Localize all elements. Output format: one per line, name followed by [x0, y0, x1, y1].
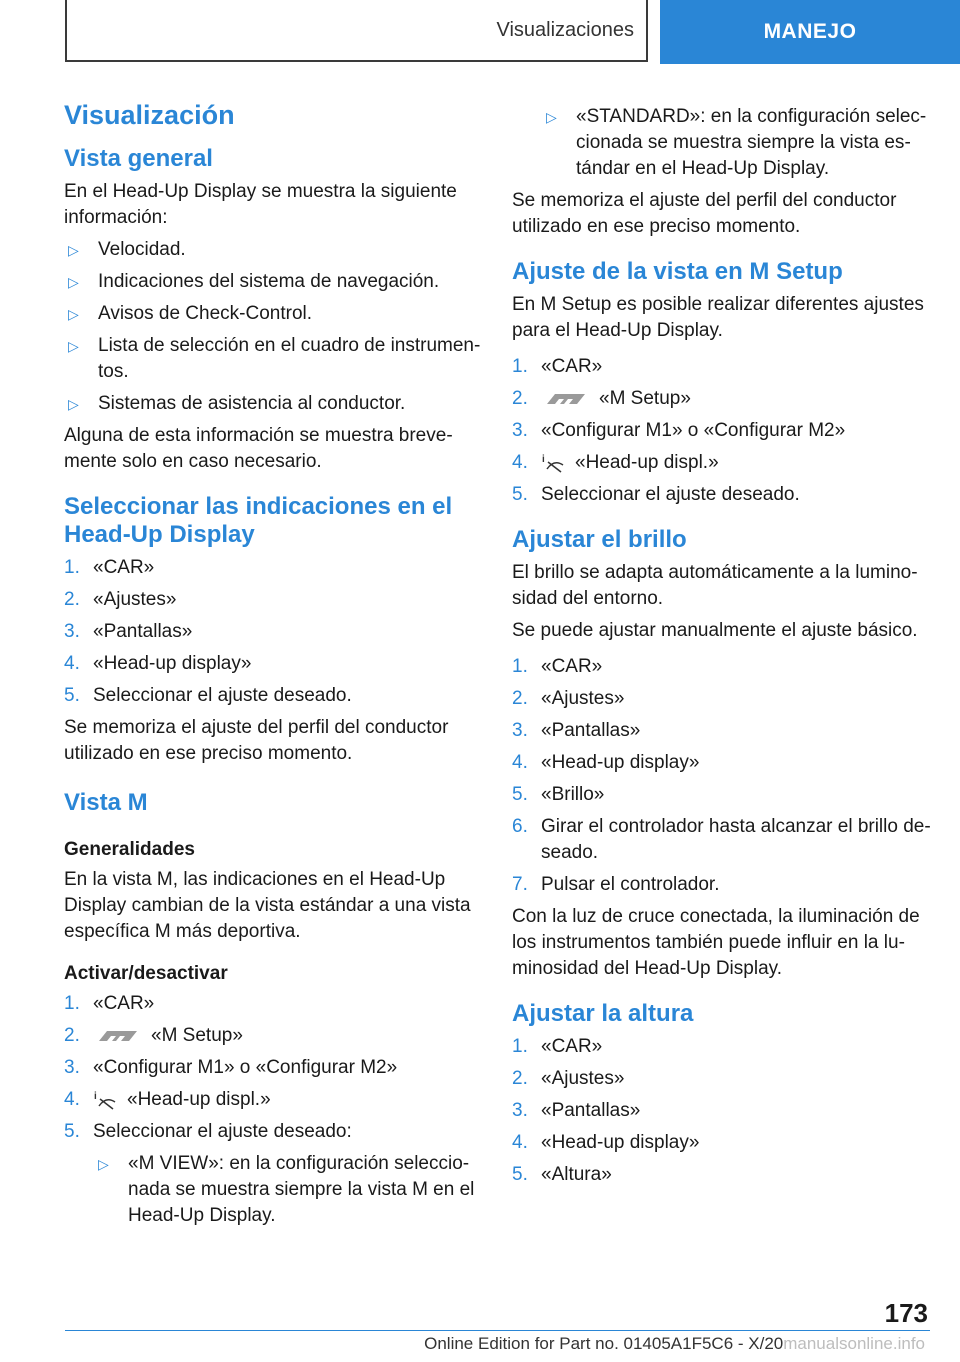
brightness-note: Con la luz de cruce conectada, la iluminación de los instrumentos también puede influir en la luminosidad del Head-Up Display. — [512, 906, 920, 979]
list-item: ▷ «M VIEW»: en la configuración seleccionada se muestra siempre la vista M en el Head-Up Display. — [94, 1151, 484, 1229]
step-item: 2. «Ajustes» — [512, 688, 625, 709]
step-item: 3. «Pantallas» — [512, 1100, 641, 1121]
step-item: 3. «Pantallas» — [512, 720, 641, 741]
brightness-heading: Ajustar el brillo — [512, 526, 687, 553]
overview-note: Alguna de esta información se muestra brevemente solo en caso necesario. — [64, 425, 453, 472]
msetup-steps — [512, 354, 932, 508]
step-item: 4. «Head-up display» — [512, 752, 700, 773]
brightness-p2: Se puede ajustar manualmente el ajuste básico. — [512, 620, 918, 641]
step-item: 2. «Ajustes» — [512, 1068, 625, 1089]
triangle-bullet-icon: ▷ — [68, 338, 79, 354]
select-heading: Seleccionar las indicaciones en el Head-Up Display — [64, 493, 453, 548]
footer-watermark: manualsonline.info — [783, 1334, 925, 1353]
step-item: 3. «Configurar M1» o «Configurar M2» — [64, 1057, 398, 1078]
step-item: 1. «CAR» — [512, 656, 603, 677]
list-item: ▷ «STANDARD»: en la configuración seleccionada se muestra siempre la vista estándar en el Head-Up Display. — [542, 104, 932, 182]
select-steps — [64, 555, 484, 709]
vistam-heading: Vista M — [64, 789, 148, 816]
overview-intro: En el Head-Up Display se muestra la siguiente información: — [64, 181, 457, 228]
step-item: 4. i «Head-up displ.» — [64, 1089, 271, 1110]
step-item: 2. «Ajustes» — [64, 589, 177, 610]
step-item: 4. i «Head-up displ.» — [512, 452, 719, 473]
msetup-intro: En M Setup es posible realizar diferentes ajustes para el Head-Up Display. — [512, 294, 924, 341]
m-stripes-icon — [541, 392, 589, 406]
step-item: 5. «Altura» — [512, 1164, 612, 1185]
select-note: Se memoriza el ajuste del perfil del conductor utilizado en ese preciso momento. — [64, 717, 449, 764]
general-text: En la vista M, las indicaciones en el Head-Up Display cambian de la vista estándar a una vista específica M más deportiva. — [64, 869, 471, 942]
triangle-bullet-icon: ▷ — [68, 396, 79, 412]
overview-list — [64, 237, 484, 417]
step-item: 5. «Brillo» — [512, 784, 605, 805]
header-section-title: Visualizaciones — [496, 18, 634, 41]
page-number: 173 — [884, 1298, 928, 1328]
footer-edition-text: Online Edition for Part no. 01405A1F5C6 - X/20 — [424, 1334, 784, 1353]
page-title: Visualización — [64, 100, 235, 130]
list-item: ▷ Avisos de Check-Control. — [64, 301, 484, 327]
step-item: 5. Seleccionar el ajuste deseado. — [512, 484, 800, 505]
head-up-display-icon — [541, 453, 565, 473]
step-item: 7. Pulsar el controlador. — [512, 874, 720, 895]
continuation-note: Se memoriza el ajuste del perfil del conductor utilizado en ese preciso momento. — [512, 190, 897, 237]
step-item: 5. Seleccionar el ajuste deseado. — [64, 685, 352, 706]
step-item: 3. «Pantallas» — [64, 621, 193, 642]
brightness-p1: El brillo se adapta automáticamente a la luminosidad del entorno. — [512, 562, 918, 609]
step-item: 6. Girar el controlador hasta alcanzar el brillo deseado. — [512, 816, 931, 863]
overview-heading: Vista general — [64, 145, 213, 172]
footer — [0, 1334, 960, 1354]
list-item: ▷ Indicaciones del sistema de navegación. — [64, 269, 484, 295]
triangle-bullet-icon: ▷ — [546, 109, 557, 125]
triangle-bullet-icon: ▷ — [68, 274, 79, 290]
triangle-bullet-icon: ▷ — [68, 242, 79, 258]
list-item: ▷ Sistemas de asistencia al conductor. — [64, 391, 484, 417]
right-column — [512, 104, 932, 1194]
m-stripes-icon — [93, 1029, 141, 1043]
header-section-box — [65, 0, 648, 62]
msetup-heading: Ajuste de la vista en M Setup — [512, 258, 843, 285]
list-item: ▷ Velocidad. — [64, 237, 484, 263]
step-item: 1. «CAR» — [512, 1036, 603, 1057]
footer-divider — [65, 1330, 930, 1331]
step-item: 1. «CAR» — [64, 993, 155, 1014]
step-item: 2. «M Setup» — [64, 1025, 243, 1046]
vistam-steps — [64, 991, 484, 1145]
triangle-bullet-icon: ▷ — [98, 1156, 109, 1172]
continuation-list — [542, 104, 932, 182]
svg-text:i: i — [542, 453, 545, 465]
step-item: 3. «Configurar M1» o «Configurar M2» — [512, 420, 846, 441]
step-item: 4. «Head-up display» — [512, 1132, 700, 1153]
head-up-display-icon — [93, 1090, 117, 1110]
general-subheading: Generalidades — [64, 839, 195, 860]
triangle-bullet-icon: ▷ — [68, 306, 79, 322]
svg-text:i: i — [94, 1090, 97, 1102]
toggle-subheading: Activar/desactivar — [64, 963, 228, 984]
step-item: 5. Seleccionar el ajuste deseado: — [64, 1121, 352, 1142]
step-item: 4. «Head-up display» — [64, 653, 252, 674]
step-item: 1. «CAR» — [512, 356, 603, 377]
step-item: 1. «CAR» — [64, 557, 155, 578]
brightness-steps — [512, 654, 932, 898]
height-heading: Ajustar la altura — [512, 1000, 694, 1027]
header-chapter-label: MANEJO — [763, 20, 857, 43]
step-item: 2. «M Setup» — [512, 388, 691, 409]
header-chapter-tab — [660, 0, 960, 64]
left-column — [64, 100, 484, 1235]
vistam-sub-list — [94, 1151, 484, 1229]
height-steps — [512, 1034, 932, 1188]
list-item: ▷ Lista de selección en el cuadro de instrumentos. — [64, 333, 484, 385]
